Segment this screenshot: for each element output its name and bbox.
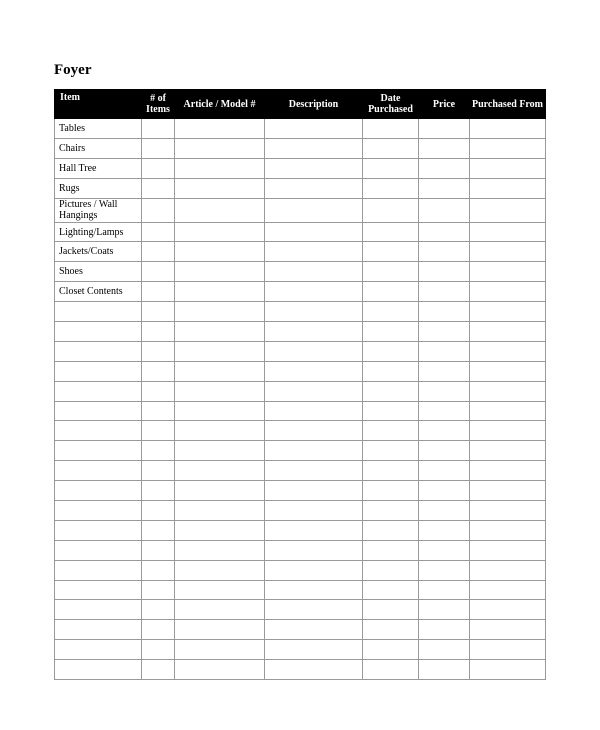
from-cell[interactable] <box>470 322 546 342</box>
price-cell[interactable] <box>419 262 470 282</box>
price-cell[interactable] <box>419 560 470 580</box>
date-cell[interactable] <box>363 461 419 481</box>
count-cell[interactable] <box>142 461 175 481</box>
article-cell[interactable] <box>175 660 265 680</box>
count-cell[interactable] <box>142 441 175 461</box>
article-cell[interactable] <box>175 461 265 481</box>
price-cell[interactable] <box>419 158 470 178</box>
count-cell[interactable] <box>142 660 175 680</box>
item-cell <box>55 441 142 461</box>
column-header-item: Item <box>55 90 142 119</box>
date-cell[interactable] <box>363 322 419 342</box>
article-cell[interactable] <box>175 158 265 178</box>
from-cell[interactable] <box>470 178 546 198</box>
from-cell[interactable] <box>470 282 546 302</box>
table-row <box>55 138 546 158</box>
date-cell[interactable] <box>363 560 419 580</box>
article-cell[interactable] <box>175 520 265 540</box>
price-cell[interactable] <box>419 580 470 600</box>
table-row <box>55 158 546 178</box>
item-cell <box>55 660 142 680</box>
date-cell[interactable] <box>363 481 419 501</box>
price-cell[interactable] <box>419 198 470 222</box>
article-cell[interactable] <box>175 222 265 242</box>
count-cell[interactable] <box>142 540 175 560</box>
description-cell[interactable] <box>265 158 363 178</box>
date-cell[interactable] <box>363 361 419 381</box>
date-cell[interactable] <box>363 222 419 242</box>
count-cell[interactable] <box>142 600 175 620</box>
price-cell[interactable] <box>419 501 470 521</box>
table-row <box>55 461 546 481</box>
description-cell[interactable] <box>265 138 363 158</box>
table-row <box>55 580 546 600</box>
date-cell[interactable] <box>363 282 419 302</box>
item-cell: Hall Tree <box>55 158 142 178</box>
description-cell[interactable] <box>265 640 363 660</box>
article-cell[interactable] <box>175 560 265 580</box>
table-row <box>55 540 546 560</box>
from-cell[interactable] <box>470 222 546 242</box>
column-header-description: Description <box>265 90 363 119</box>
article-cell[interactable] <box>175 361 265 381</box>
from-cell[interactable] <box>470 198 546 222</box>
price-cell[interactable] <box>419 361 470 381</box>
description-cell[interactable] <box>265 560 363 580</box>
from-cell[interactable] <box>470 580 546 600</box>
article-cell[interactable] <box>175 119 265 139</box>
item-cell: Tables <box>55 119 142 139</box>
date-cell[interactable] <box>363 441 419 461</box>
from-cell[interactable] <box>470 381 546 401</box>
item-cell: Pictures / Wall Hangings <box>55 198 142 222</box>
table-row <box>55 262 546 282</box>
table-row <box>55 620 546 640</box>
price-cell[interactable] <box>419 461 470 481</box>
article-cell[interactable] <box>175 640 265 660</box>
from-cell[interactable] <box>470 242 546 262</box>
description-cell[interactable] <box>265 481 363 501</box>
price-cell[interactable] <box>419 481 470 501</box>
count-cell[interactable] <box>142 341 175 361</box>
price-cell[interactable] <box>419 640 470 660</box>
count-cell[interactable] <box>142 322 175 342</box>
description-cell[interactable] <box>265 222 363 242</box>
date-cell[interactable] <box>363 341 419 361</box>
item-cell <box>55 620 142 640</box>
column-header-date: Date Purchased <box>363 90 419 119</box>
item-cell <box>55 421 142 441</box>
price-cell[interactable] <box>419 620 470 640</box>
count-cell[interactable] <box>142 401 175 421</box>
item-cell <box>55 381 142 401</box>
description-cell[interactable] <box>265 119 363 139</box>
article-cell[interactable] <box>175 138 265 158</box>
table-row <box>55 381 546 401</box>
date-cell[interactable] <box>363 640 419 660</box>
table-row <box>55 322 546 342</box>
count-cell[interactable] <box>142 119 175 139</box>
item-cell: Closet Contents <box>55 282 142 302</box>
description-cell[interactable] <box>265 242 363 262</box>
from-cell[interactable] <box>470 302 546 322</box>
from-cell[interactable] <box>470 481 546 501</box>
count-cell[interactable] <box>142 302 175 322</box>
count-cell[interactable] <box>142 481 175 501</box>
count-cell[interactable] <box>142 242 175 262</box>
item-cell <box>55 401 142 421</box>
price-cell[interactable] <box>419 341 470 361</box>
description-cell[interactable] <box>265 401 363 421</box>
price-cell[interactable] <box>419 302 470 322</box>
article-cell[interactable] <box>175 242 265 262</box>
table-row <box>55 421 546 441</box>
article-cell[interactable] <box>175 341 265 361</box>
date-cell[interactable] <box>363 540 419 560</box>
date-cell[interactable] <box>363 600 419 620</box>
price-cell[interactable] <box>419 441 470 461</box>
count-cell[interactable] <box>142 262 175 282</box>
article-cell[interactable] <box>175 501 265 521</box>
price-cell[interactable] <box>419 242 470 262</box>
from-cell[interactable] <box>470 341 546 361</box>
description-cell[interactable] <box>265 441 363 461</box>
column-header-article: Article / Model # <box>175 90 265 119</box>
table-row <box>55 341 546 361</box>
from-cell[interactable] <box>470 461 546 481</box>
description-cell[interactable] <box>265 580 363 600</box>
description-cell[interactable] <box>265 520 363 540</box>
from-cell[interactable] <box>470 119 546 139</box>
table-row <box>55 198 546 222</box>
date-cell[interactable] <box>363 381 419 401</box>
article-cell[interactable] <box>175 198 265 222</box>
from-cell[interactable] <box>470 640 546 660</box>
item-cell <box>55 560 142 580</box>
description-cell[interactable] <box>265 600 363 620</box>
table-row <box>55 660 546 680</box>
count-cell[interactable] <box>142 222 175 242</box>
table-row <box>55 640 546 660</box>
table-row <box>55 481 546 501</box>
item-cell <box>55 361 142 381</box>
item-cell <box>55 322 142 342</box>
article-cell[interactable] <box>175 282 265 302</box>
table-row <box>55 242 546 262</box>
date-cell[interactable] <box>363 198 419 222</box>
description-cell[interactable] <box>265 381 363 401</box>
price-cell[interactable] <box>419 540 470 560</box>
count-cell[interactable] <box>142 520 175 540</box>
date-cell[interactable] <box>363 262 419 282</box>
article-cell[interactable] <box>175 421 265 441</box>
table-row <box>55 520 546 540</box>
description-cell[interactable] <box>265 620 363 640</box>
item-cell <box>55 640 142 660</box>
date-cell[interactable] <box>363 302 419 322</box>
item-cell <box>55 461 142 481</box>
table-row <box>55 441 546 461</box>
inventory-table <box>54 89 546 680</box>
count-cell[interactable] <box>142 138 175 158</box>
table-row <box>55 401 546 421</box>
from-cell[interactable] <box>470 600 546 620</box>
date-cell[interactable] <box>363 520 419 540</box>
description-cell[interactable] <box>265 341 363 361</box>
description-cell[interactable] <box>265 421 363 441</box>
item-cell <box>55 341 142 361</box>
date-cell[interactable] <box>363 401 419 421</box>
table-header-row <box>55 90 546 119</box>
date-cell[interactable] <box>363 620 419 640</box>
date-cell[interactable] <box>363 178 419 198</box>
item-cell <box>55 540 142 560</box>
price-cell[interactable] <box>419 660 470 680</box>
count-cell[interactable] <box>142 501 175 521</box>
item-cell: Chairs <box>55 138 142 158</box>
price-cell[interactable] <box>419 138 470 158</box>
count-cell[interactable] <box>142 282 175 302</box>
date-cell[interactable] <box>363 580 419 600</box>
description-cell[interactable] <box>265 178 363 198</box>
item-cell <box>55 520 142 540</box>
article-cell[interactable] <box>175 401 265 421</box>
table-row <box>55 222 546 242</box>
article-cell[interactable] <box>175 322 265 342</box>
count-cell[interactable] <box>142 361 175 381</box>
table-row <box>55 302 546 322</box>
count-cell[interactable] <box>142 198 175 222</box>
description-cell[interactable] <box>265 198 363 222</box>
description-cell[interactable] <box>265 262 363 282</box>
count-cell[interactable] <box>142 178 175 198</box>
article-cell[interactable] <box>175 540 265 560</box>
item-cell: Lighting/Lamps <box>55 222 142 242</box>
description-cell[interactable] <box>265 501 363 521</box>
price-cell[interactable] <box>419 381 470 401</box>
item-cell: Shoes <box>55 262 142 282</box>
table-row <box>55 600 546 620</box>
description-cell[interactable] <box>265 461 363 481</box>
price-cell[interactable] <box>419 222 470 242</box>
item-cell <box>55 501 142 521</box>
article-cell[interactable] <box>175 441 265 461</box>
count-cell[interactable] <box>142 620 175 640</box>
column-header-from: Purchased From <box>470 90 546 119</box>
article-cell[interactable] <box>175 600 265 620</box>
description-cell[interactable] <box>265 302 363 322</box>
table-body <box>55 119 546 680</box>
description-cell[interactable] <box>265 660 363 680</box>
price-cell[interactable] <box>419 178 470 198</box>
price-cell[interactable] <box>419 520 470 540</box>
description-cell[interactable] <box>265 282 363 302</box>
item-cell <box>55 600 142 620</box>
item-cell: Rugs <box>55 178 142 198</box>
table-row <box>55 282 546 302</box>
price-cell[interactable] <box>419 119 470 139</box>
table-row <box>55 361 546 381</box>
from-cell[interactable] <box>470 421 546 441</box>
count-cell[interactable] <box>142 381 175 401</box>
count-cell[interactable] <box>142 421 175 441</box>
from-cell[interactable] <box>470 361 546 381</box>
price-cell[interactable] <box>419 421 470 441</box>
table-row <box>55 501 546 521</box>
date-cell[interactable] <box>363 501 419 521</box>
price-cell[interactable] <box>419 600 470 620</box>
column-header-count: # of Items <box>142 90 175 119</box>
description-cell[interactable] <box>265 322 363 342</box>
count-cell[interactable] <box>142 560 175 580</box>
from-cell[interactable] <box>470 520 546 540</box>
table-row <box>55 178 546 198</box>
from-cell[interactable] <box>470 660 546 680</box>
price-cell[interactable] <box>419 401 470 421</box>
item-cell <box>55 302 142 322</box>
date-cell[interactable] <box>363 119 419 139</box>
article-cell[interactable] <box>175 580 265 600</box>
page-title: Foyer <box>54 62 92 78</box>
count-cell[interactable] <box>142 640 175 660</box>
from-cell[interactable] <box>470 620 546 640</box>
item-cell <box>55 580 142 600</box>
description-cell[interactable] <box>265 540 363 560</box>
date-cell[interactable] <box>363 242 419 262</box>
from-cell[interactable] <box>470 560 546 580</box>
column-header-price: Price <box>419 90 470 119</box>
date-cell[interactable] <box>363 158 419 178</box>
from-cell[interactable] <box>470 401 546 421</box>
from-cell[interactable] <box>470 540 546 560</box>
article-cell[interactable] <box>175 381 265 401</box>
item-cell <box>55 481 142 501</box>
from-cell[interactable] <box>470 441 546 461</box>
article-cell[interactable] <box>175 481 265 501</box>
from-cell[interactable] <box>470 158 546 178</box>
price-cell[interactable] <box>419 282 470 302</box>
article-cell[interactable] <box>175 178 265 198</box>
count-cell[interactable] <box>142 158 175 178</box>
date-cell[interactable] <box>363 660 419 680</box>
item-cell: Jackets/Coats <box>55 242 142 262</box>
article-cell[interactable] <box>175 302 265 322</box>
date-cell[interactable] <box>363 138 419 158</box>
article-cell[interactable] <box>175 262 265 282</box>
price-cell[interactable] <box>419 322 470 342</box>
count-cell[interactable] <box>142 580 175 600</box>
table-row <box>55 560 546 580</box>
article-cell[interactable] <box>175 620 265 640</box>
date-cell[interactable] <box>363 421 419 441</box>
description-cell[interactable] <box>265 361 363 381</box>
table-row <box>55 119 546 139</box>
from-cell[interactable] <box>470 138 546 158</box>
from-cell[interactable] <box>470 501 546 521</box>
from-cell[interactable] <box>470 262 546 282</box>
